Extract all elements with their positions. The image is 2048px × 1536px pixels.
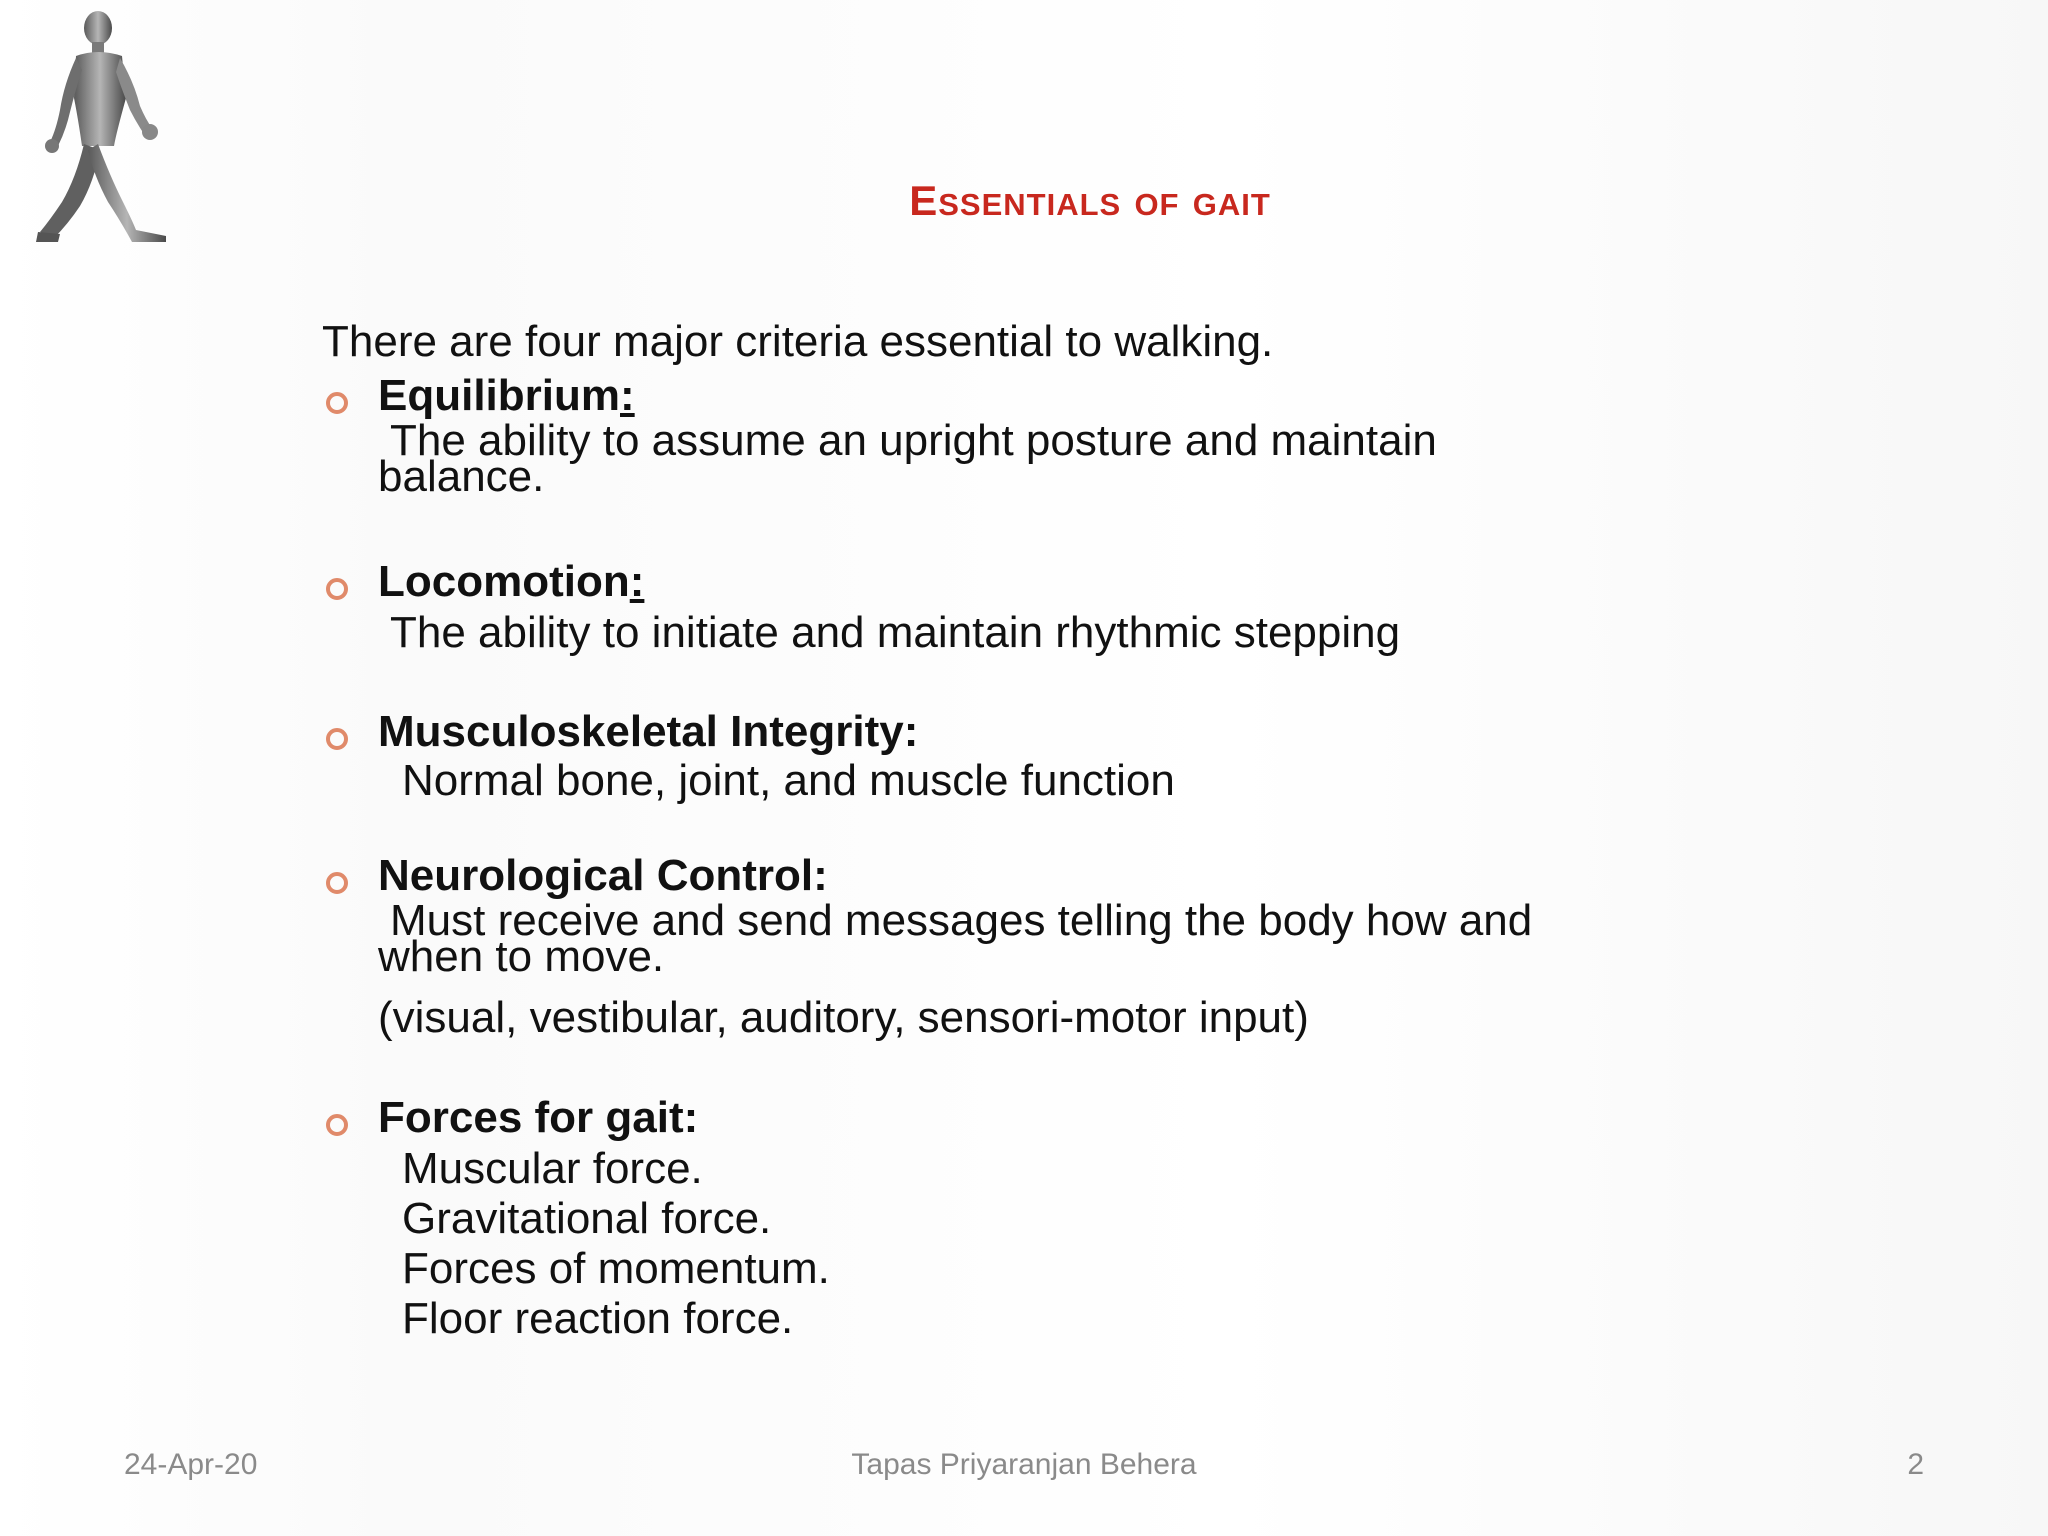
list-item-forces (322, 1092, 1722, 1344)
item-title: Locomotion: (378, 557, 645, 606)
item-description-line: The ability to assume an upright posture and maintain (390, 416, 1437, 465)
footer-page-number: 2 (1907, 1448, 1924, 1481)
list-item-equilibrium (322, 370, 1722, 501)
list-item-neurological (322, 850, 1722, 1044)
bullet-icon (326, 392, 348, 414)
bullet-icon (326, 578, 348, 600)
item-description-line: Forces of momentum. (402, 1244, 830, 1293)
bullet-icon (326, 1114, 348, 1136)
item-title: Equilibrium: (378, 371, 635, 420)
intro-text: There are four major criteria essential to walking. (322, 317, 1274, 366)
item-title: Musculoskeletal Integrity: (378, 707, 919, 756)
item-note: (visual, vestibular, auditory, sensori-motor input) (378, 993, 1309, 1042)
item-description-line: balance. (378, 452, 545, 501)
item-description-line: Must receive and send messages telling the body how and (390, 896, 1533, 945)
item-description-line: Floor reaction force. (402, 1294, 794, 1343)
slide-title: essentials of gait (909, 161, 1271, 228)
slide-content (322, 314, 1722, 1344)
item-description-line: Normal bone, joint, and muscle function (402, 756, 1175, 805)
bullet-icon (326, 728, 348, 750)
list-item-musculoskeletal (322, 706, 1722, 804)
list-item-locomotion (322, 556, 1722, 656)
item-title: Forces for gait: (378, 1093, 699, 1142)
footer-date: 24-Apr-20 (124, 1448, 258, 1481)
item-title: Neurological Control: (378, 851, 828, 900)
item-description-line: when to move. (378, 932, 665, 981)
item-description-line: The ability to initiate and maintain rhythmic stepping (390, 608, 1401, 657)
item-description-line: Gravitational force. (402, 1194, 772, 1243)
item-description-line: Muscular force. (402, 1144, 703, 1193)
footer-author: Tapas Priyaranjan Behera (851, 1448, 1197, 1481)
bullet-icon (326, 872, 348, 894)
